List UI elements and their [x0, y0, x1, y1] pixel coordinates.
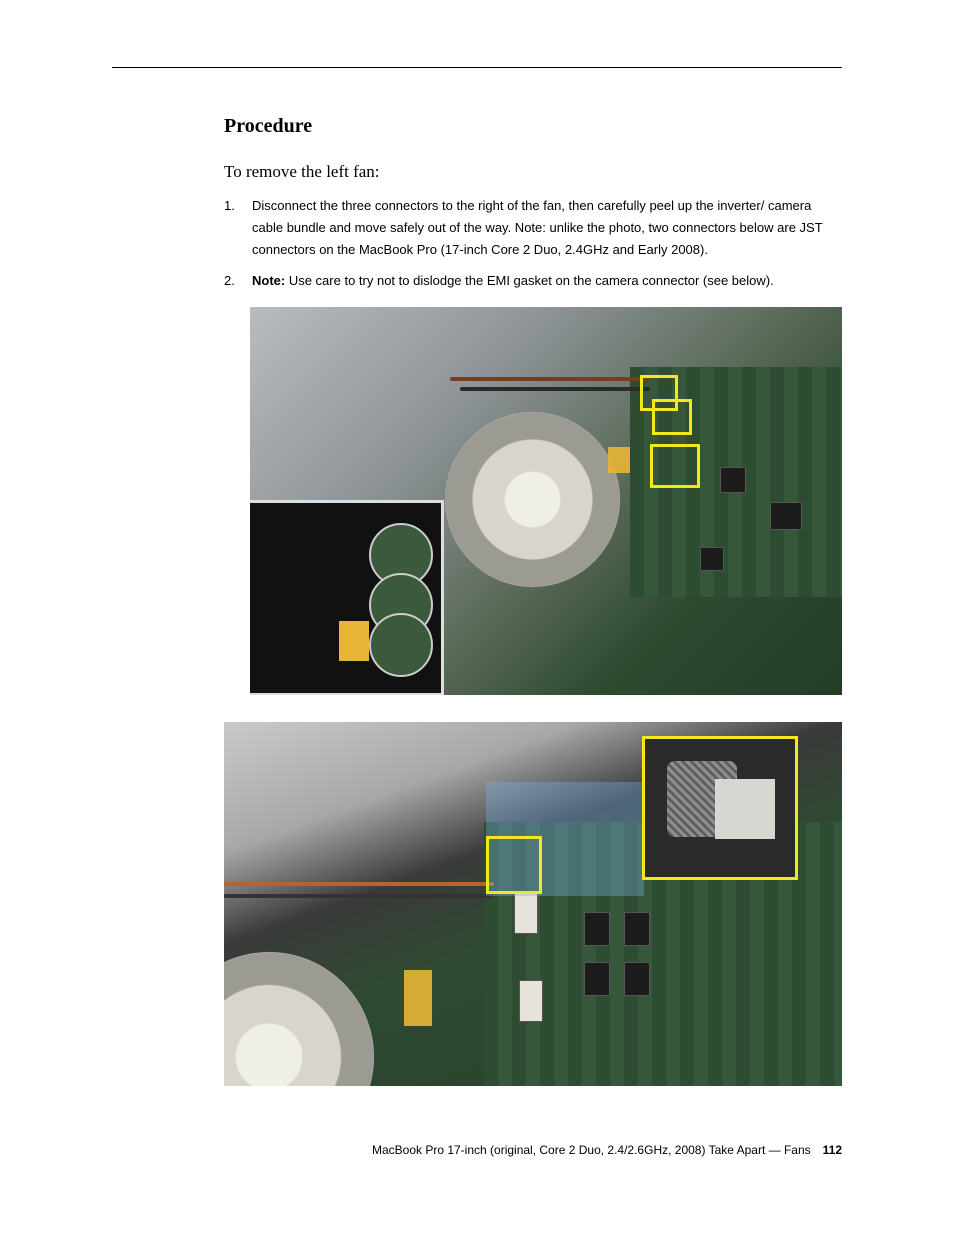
board-chip	[624, 912, 650, 946]
step-number: 2.	[224, 273, 235, 288]
tape	[404, 970, 432, 1026]
tape	[339, 621, 369, 661]
step-text: Use care to try not to dislodge the EMI gasket on the camera connector (see below).	[285, 273, 774, 288]
section-subheading: To remove the left fan:	[224, 162, 380, 181]
inverter-cable-bundle	[450, 377, 650, 381]
step-note-label: Note:	[252, 273, 286, 288]
left-fan	[445, 412, 620, 587]
step-number: 1.	[224, 198, 235, 213]
section-heading: Procedure	[224, 115, 313, 137]
board-chip	[700, 547, 724, 571]
connector-highlight	[652, 399, 692, 435]
page-footer	[300, 1143, 842, 1157]
camera-connector-highlight	[486, 836, 542, 894]
inverter-cable-bundle	[224, 882, 494, 886]
step-item	[224, 270, 844, 292]
camera-cable	[460, 387, 650, 391]
connector-circle	[369, 613, 433, 677]
jst-connector	[514, 892, 538, 934]
left-fan	[224, 952, 374, 1086]
camera-connector-photo	[224, 722, 842, 1086]
board-chip	[624, 962, 650, 996]
board-chip	[584, 962, 610, 996]
board-chip	[584, 912, 610, 946]
step-text: Disconnect the three connectors to the right of the fan, then carefully peel up the inverter/ camera cable bundle and move safely out of the way. Note: unlike the photo, two connectors below are JST connectors on the MacBook Pro (17-inch Core 2 Duo, 2.4GHz and Early 2008).	[252, 198, 823, 257]
steps-list	[224, 195, 844, 301]
camera-connector	[715, 779, 775, 839]
connectors-overview-photo	[250, 307, 842, 695]
emi-gasket-zoom	[642, 736, 798, 880]
step-item	[224, 195, 844, 261]
footer-title: MacBook Pro 17-inch (original, Core 2 Duo, 2.4/2.6GHz, 2008) Take Apart — Fans	[371, 1143, 811, 1157]
jst-connector	[519, 980, 543, 1022]
tape	[608, 447, 630, 473]
fan-connector-highlight	[650, 444, 700, 488]
header-rule	[112, 67, 842, 68]
board-chip	[720, 467, 746, 493]
board-chip	[770, 502, 802, 530]
camera-cable	[224, 894, 494, 898]
page-number: 112	[822, 1143, 842, 1157]
connectors-detail-inset	[250, 500, 444, 695]
